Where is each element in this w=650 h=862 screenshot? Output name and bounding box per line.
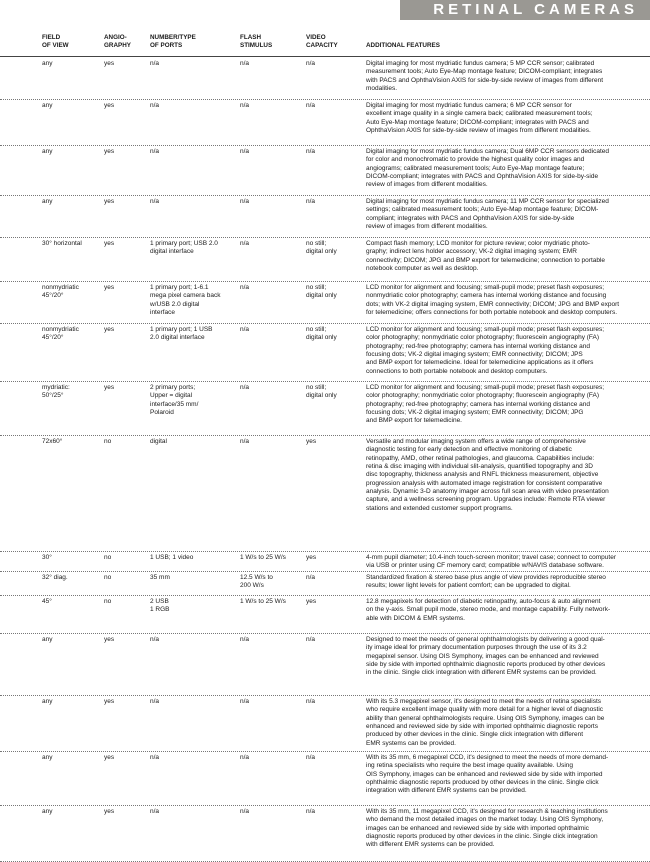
table-row: [0, 57, 650, 100]
cell-angio: yes: [104, 102, 115, 109]
cell-angio: yes: [104, 808, 115, 815]
cell-features: Versatile and modular imaging system offers a wide range of comprehensive diagnostic testing for early detection and effective monitoring of diabetic retinopathy, AMD, other retinal pathologies, and glaucoma. Capabilities include: retina & disc imaging with individual slit-analysis, quantified topography and 3D disc topography, thickness analysis and RNFL thickness measurement, objective progression analysis with automated image registration for consistent comparative analysis. Dynamic 3-D anatomy imager across full scan area with video presentation capture, and a wellness screening program. Upgrades include: Remote RTA viewer stations and extended customer support programs.: [366, 438, 609, 512]
cell-ports: n/a: [150, 754, 160, 761]
table-row: [0, 551, 650, 572]
cell-ports: n/a: [150, 198, 160, 205]
cell-features: Standardized fixation & stereo base plus angle of view provides reproducible stereo results; lower light levels for patient comfort; can be upgraded to digital.: [366, 574, 606, 590]
cell-video: n/a: [306, 60, 316, 67]
cell-ports: n/a: [150, 808, 160, 815]
cell-features: Designed to meet the needs of general ophthalmologists by delivering a good qual- ity image ideal for primary documentation purposes through the use of its 3.2 megapixel sensor. Using OIS Symphony, images can be enhanced and reviewed side by side with imported ophthalmic diagnostic reports produced by other devices in the clinic. Single click integration with different EMR systems can be provided.: [366, 636, 606, 677]
cell-ports: n/a: [150, 148, 160, 155]
table-row: [0, 381, 650, 436]
cell-ports: digital: [150, 438, 167, 445]
cell-features: 12.8 megapixels for detection of diabetic retinopathy, auto-focus & auto alignment on the y-axis. Small pupil mode, stereo mode, and montage capability. Fully network- able with DICOM & EMR systems.: [366, 598, 611, 622]
cell-flash: n/a: [240, 102, 250, 109]
cell-video: n/a: [306, 808, 316, 815]
cell-video: n/a: [306, 198, 316, 205]
table-row: [0, 237, 650, 282]
cell-angio: no: [104, 438, 112, 445]
cell-video: yes: [306, 598, 317, 605]
cell-angio: yes: [104, 198, 115, 205]
header-field-of-view: FIELD OF VIEW: [42, 34, 69, 49]
cell-ports: 2 primary ports; Upper = digital interface/35 mm/ Polaroid: [150, 384, 199, 417]
cell-flash: n/a: [240, 698, 250, 705]
cell-field: any: [42, 754, 53, 761]
cell-video: n/a: [306, 698, 316, 705]
cell-flash: n/a: [240, 636, 250, 643]
cell-angio: yes: [104, 384, 115, 391]
cell-video: no still; digital only: [306, 384, 337, 400]
cell-ports: 2 USB 1 RGB: [150, 598, 170, 614]
cell-angio: yes: [104, 240, 115, 247]
table-row: [0, 281, 650, 324]
cell-field: any: [42, 198, 53, 205]
cell-angio: yes: [104, 754, 115, 761]
cell-video: yes: [306, 438, 317, 445]
cell-field: 45°: [42, 598, 52, 605]
header-ports: NUMBER/TYPE OF PORTS: [150, 34, 196, 49]
cell-flash: n/a: [240, 326, 250, 333]
table-row: [0, 805, 650, 862]
table-row: [0, 633, 650, 696]
table-row: [0, 99, 650, 146]
cell-flash: n/a: [240, 60, 250, 67]
cell-field: any: [42, 148, 53, 155]
table-row: [0, 145, 650, 196]
cell-angio: no: [104, 554, 112, 561]
cell-flash: n/a: [240, 754, 250, 761]
cell-features: Digital imaging for most mydriatic fundus camera; Dual 6MP CCR sensors dedicated for color and monochromatic to provide the highest quality color images and angiograms; calibrated measurement tools; Auto Eye-Map montage feature; DICOM-compliant; integrates with PACS and OphthaVision AXIS for side-by-side review of images from different modalities.: [366, 148, 610, 189]
cell-flash: 1 W/s to 25 W/s: [240, 598, 286, 605]
cell-features: 4-mm pupil diameter; 10.4-inch touch-screen monitor; travel case; connect to computer via USB or printer using CF memory card; compatible w/NAVIS database software.: [366, 554, 617, 570]
cell-flash: 12.5 W/s to 200 W/s: [240, 574, 273, 590]
cell-field: any: [42, 808, 53, 815]
cell-flash: 1 W/s to 25 W/s: [240, 554, 286, 561]
cell-features: Digital imaging for most mydriatic fundus camera; 11 MP CCR sensor for specialized settings; calibrated measurement tools; Auto Eye-Map montage feature; DICOM- compliant; integrates with PACS and OphthaVision AXIS for side-by-side review of images from different modalities.: [366, 198, 609, 231]
cell-video: no still; digital only: [306, 240, 337, 256]
cell-field: nonmydriatic 45°/20°: [42, 284, 79, 300]
cell-features: LCD monitor for alignment and focusing; small-pupil mode; preset flash exposures; color photography; nonmydriatic color photography; fluorescein angiography (FA) photography; red-free photography; camera has internal working distance and focusing dots; VK-2 digital imaging system; EMR connectivity; DICOM; JPG and BMP export for telemedicine.: [366, 384, 605, 425]
table-row: [0, 323, 650, 382]
cell-angio: yes: [104, 284, 115, 291]
cell-flash: n/a: [240, 240, 250, 247]
cell-angio: no: [104, 598, 112, 605]
cell-ports: n/a: [150, 698, 160, 705]
cell-ports: 1 primary port; 1-6.1 mega pixel camera back w/USB 2.0 digital interface: [150, 284, 221, 317]
cell-ports: 1 primary port; USB 2.0 digital interface: [150, 240, 218, 256]
header-video-capacity: VIDEO CAPACITY: [306, 34, 338, 49]
cell-field: nonmydriatic 45°/20°: [42, 326, 79, 342]
cell-features: With its 35 mm, 6 megapixel CCD, it's designed to meet the needs of more demand- ing retina specialists who require the best image quality available. Using OIS Symphony, images can be enhanced and reviewed side by side with imported ophthalmic diagnostic reports produced by other devices in the clinic. Single click integration with different EMR systems can be provided.: [366, 754, 609, 795]
table-row: [0, 435, 650, 552]
table-row: [0, 195, 650, 238]
cell-ports: 35 mm: [150, 574, 170, 581]
table-header: [0, 32, 650, 57]
cell-field: any: [42, 60, 53, 67]
table-row: [0, 595, 650, 634]
cell-video: yes: [306, 554, 317, 561]
cell-video: n/a: [306, 754, 316, 761]
cell-video: no still; digital only: [306, 326, 337, 342]
cell-ports: n/a: [150, 102, 160, 109]
cell-video: no still; digital only: [306, 284, 337, 300]
cell-features: LCD monitor for alignment and focusing; small-pupil mode; preset flash exposures; nonmydriatic color photography; camera has internal working distance and focusing dots; with VK-2 digital imaging system, EMR connectivity; DICOM; JPG and BMP export for telemedicine; offers connections for both portable notebook and desktop computers.: [366, 284, 620, 317]
cell-angio: yes: [104, 698, 115, 705]
cell-angio: yes: [104, 148, 115, 155]
cell-field: any: [42, 102, 53, 109]
header-flash-stimulus: FLASH STIMULUS: [240, 34, 273, 49]
cell-ports: n/a: [150, 636, 160, 643]
cell-video: n/a: [306, 636, 316, 643]
cell-angio: yes: [104, 326, 115, 333]
cell-flash: n/a: [240, 438, 250, 445]
header-additional-features: ADDITIONAL FEATURES: [366, 42, 440, 49]
header-angiography: ANGIO- GRAPHY: [104, 34, 131, 49]
cell-angio: no: [104, 574, 112, 581]
cell-field: any: [42, 636, 53, 643]
cell-features: With its 35 mm, 11 megapixel CCD, it's designed for research & teaching institutions who demand the most detailed images on the market today. Using OIS Symphony, images can be enhanced and reviewed side by side with imported ophthalmic diagnostic reports produced by other devices in the clinic. Single click integration with different EMR systems can be provided.: [366, 808, 608, 849]
table-row: [0, 751, 650, 806]
cell-field: any: [42, 698, 53, 705]
cell-angio: yes: [104, 636, 115, 643]
cell-features: Digital imaging for most mydriatic fundus camera; 6 MP CCR sensor for excellent image quality in a single camera back; calibrated measurement tools; Auto Eye-Map montage feature; DICOM-compliant; integrates with PACS and OphthaVision AXIS for side-by-side review of images from different modalities.: [366, 102, 593, 135]
cell-field: 32° diag.: [42, 574, 68, 581]
cell-features: With its 5.3 megapixel sensor, it's designed to meet the needs of retina specialists who require excellent image quality with more detail for a higher level of diagnostic ability than general ophthalmologists require. Using OIS Symphony, images can be enhanced and reviewed side by side with imported ophthalmic diagnostic reports produced by other devices in the clinic. Single click integration with different EMR systems can be provided.: [366, 698, 605, 747]
table-row: [0, 571, 650, 596]
cell-field: 72x60°: [42, 438, 63, 445]
cell-flash: n/a: [240, 808, 250, 815]
cell-features: LCD monitor for alignment and focusing; small-pupil mode; preset flash exposures; color photography; nonmydriatic color photography; fluorescein angiography (FA) photography; red-free photography; camera has internal working distance and focusing dots; VK-2 digital imaging system; EMR connectivity; DICOM; JPS and BMP export for telemedicine. Ideal for telemedicine applications as it offers connections to both portable notebook and desktop computers.: [366, 326, 605, 375]
cell-flash: n/a: [240, 284, 250, 291]
cell-field: 30°: [42, 554, 52, 561]
cell-angio: yes: [104, 60, 115, 67]
cell-field: 30° horizontal: [42, 240, 82, 247]
cell-ports: n/a: [150, 60, 160, 67]
page-banner-title: RETINAL CAMERAS: [400, 0, 650, 20]
cell-flash: n/a: [240, 384, 250, 391]
cell-ports: 1 USB; 1 video: [150, 554, 194, 561]
cell-video: n/a: [306, 574, 316, 581]
cell-video: n/a: [306, 148, 316, 155]
cell-field: mydriatic: 50°/25°: [42, 384, 70, 400]
cell-features: Digital imaging for most mydriatic fundus camera; 5 MP CCR sensor; calibrated measurement tools; Auto Eye-Map montage feature; DICOM-compliant; integrates with PACS and OphthaVision AXIS for side-by-side review of images from different modalities.: [366, 60, 604, 93]
cell-ports: 1 primary port; 1 USB 2.0 digital interface: [150, 326, 213, 342]
cell-features: Compact flash memory; LCD monitor for picture review; color mydriatic photo- graphy; indirect lens holder accessory; VK-2 digital imaging system; EMR connectivity; DICOM; JPG and BMP export for telemedicine; connection to portable notebook computer as well as desktop.: [366, 240, 606, 273]
cell-video: n/a: [306, 102, 316, 109]
table-row: [0, 695, 650, 752]
cell-flash: n/a: [240, 148, 250, 155]
cell-flash: n/a: [240, 198, 250, 205]
